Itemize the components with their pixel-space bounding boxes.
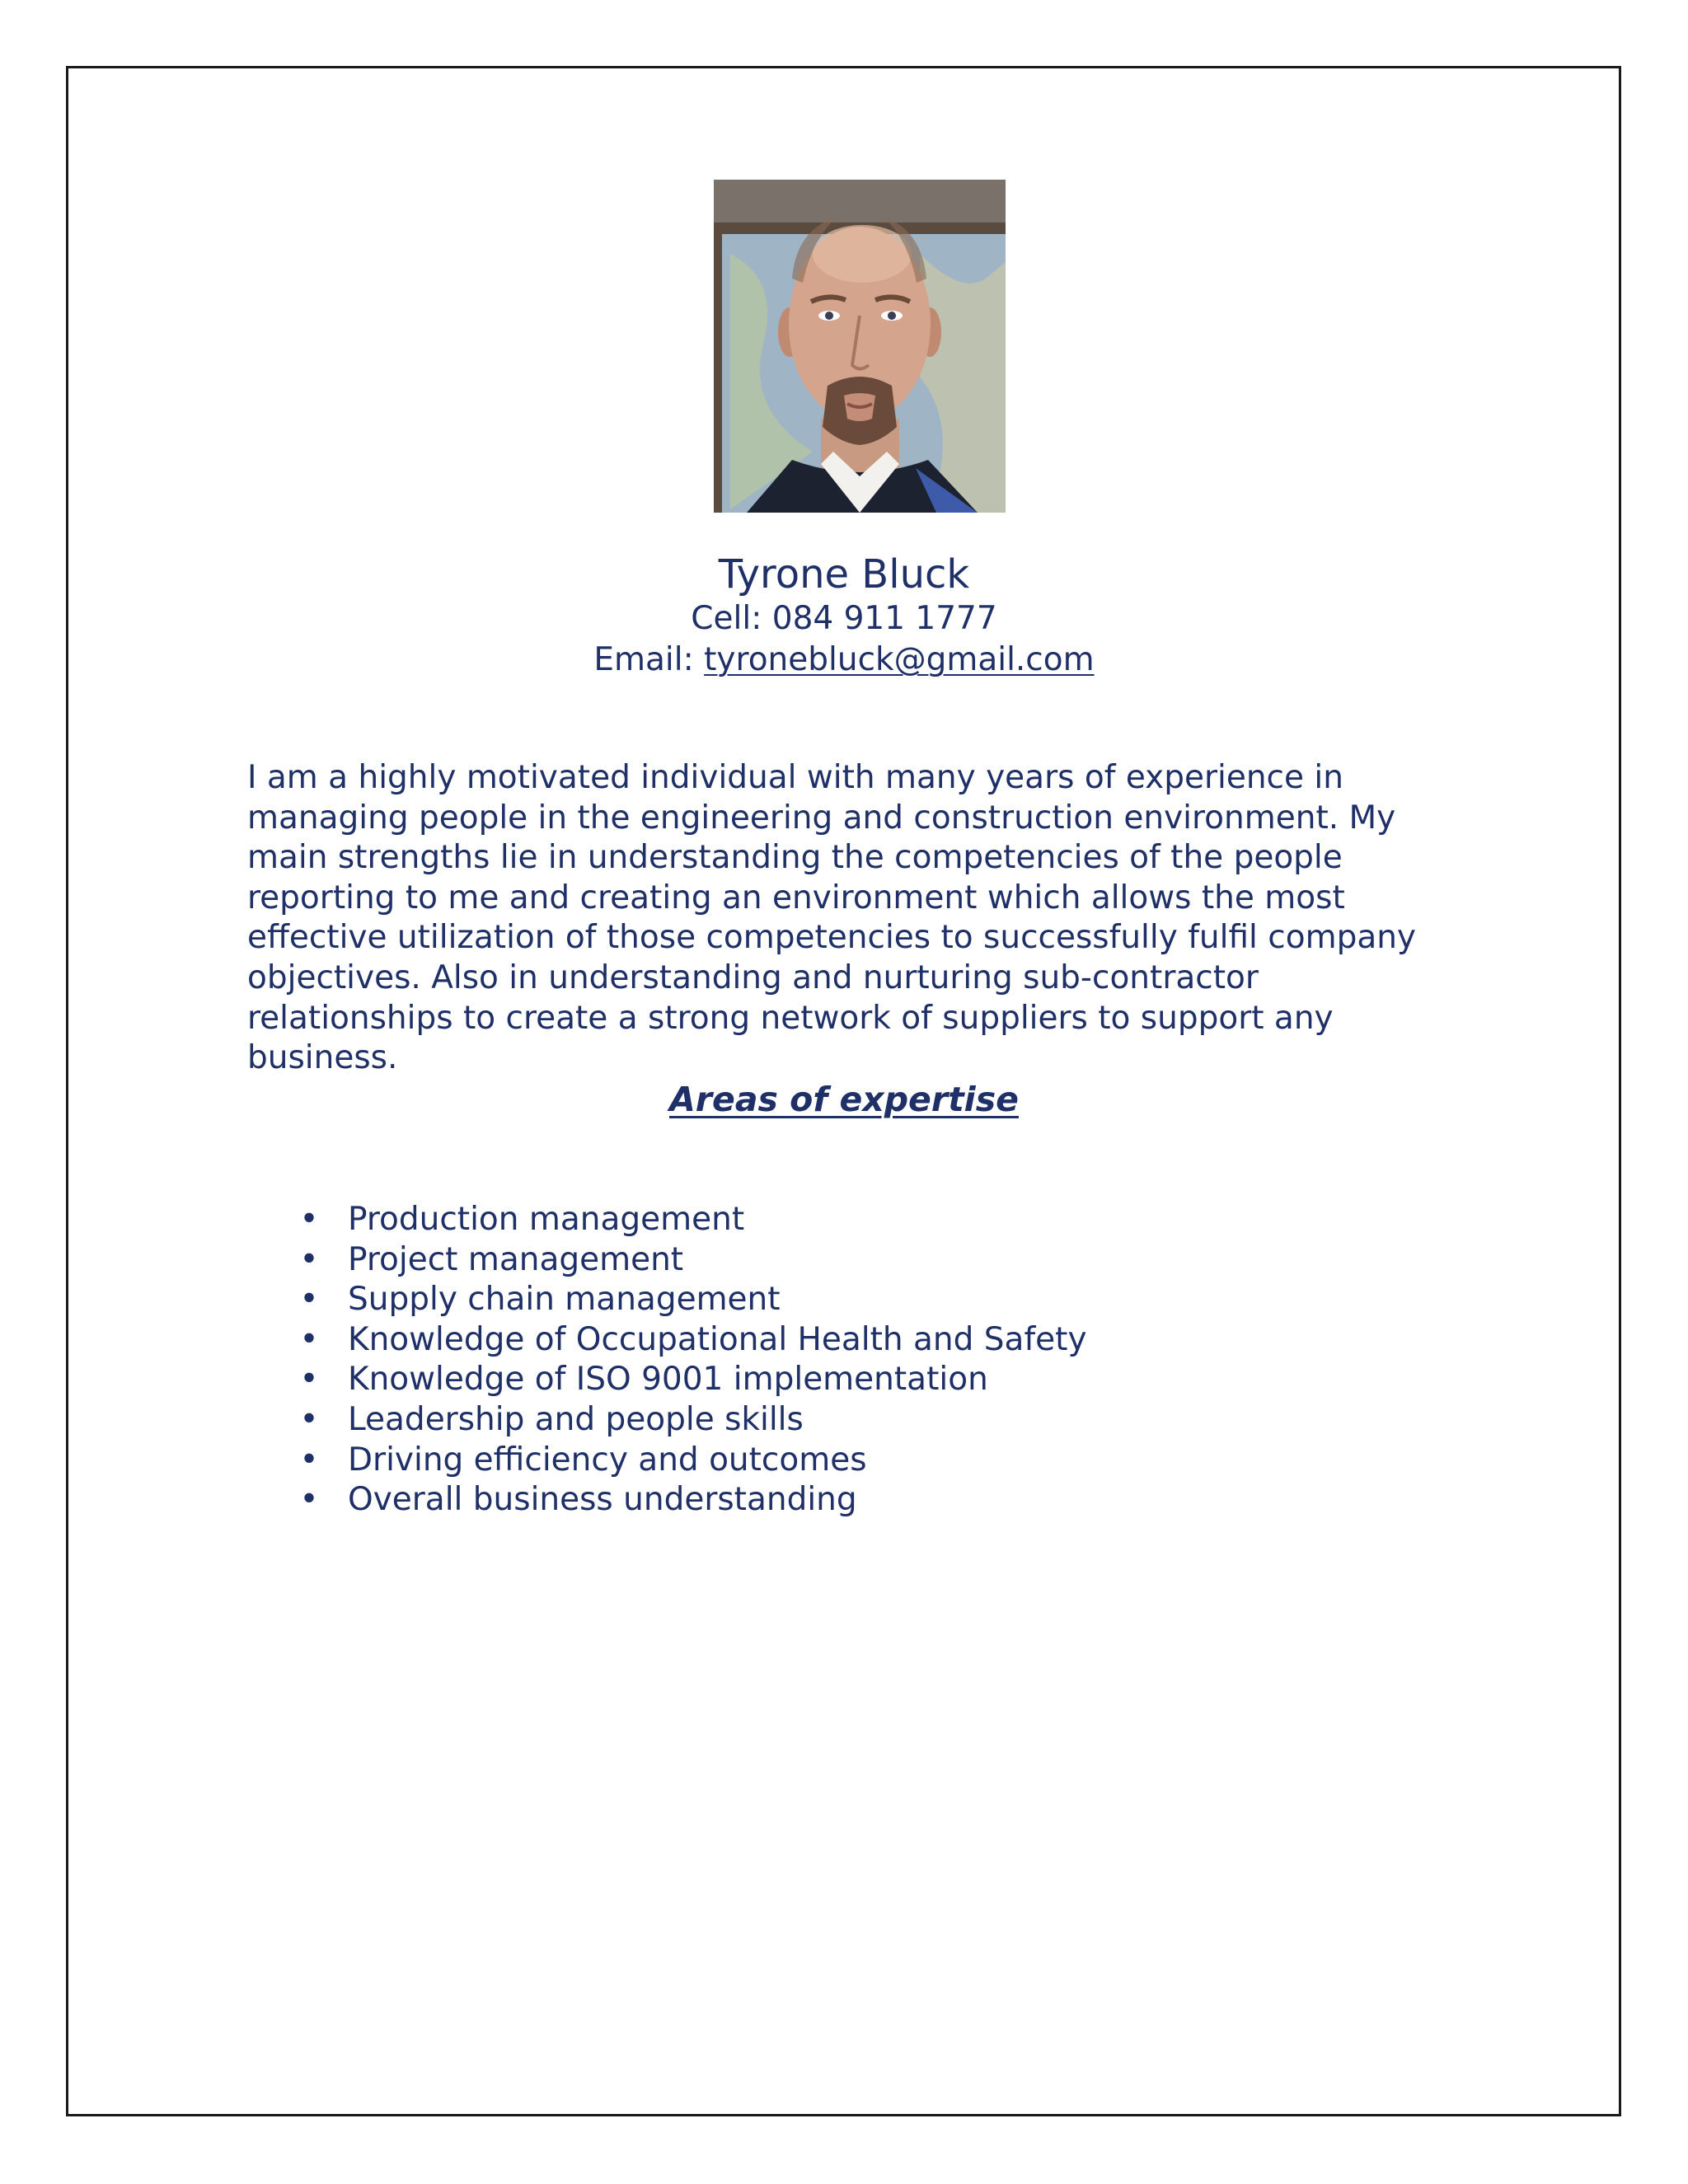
- list-item: [297, 1441, 1121, 1481]
- bullet-icon: •: [299, 1441, 319, 1479]
- bullet-icon: •: [299, 1201, 319, 1238]
- expertise-heading: Areas of expertise: [669, 1080, 1019, 1119]
- list-item: [297, 1280, 1121, 1320]
- cell-line: [247, 598, 1441, 640]
- list-item-label: Driving efficiency and outcomes: [348, 1441, 867, 1479]
- list-item-label: Knowledge of ISO 9001 implementation: [348, 1361, 988, 1399]
- list-item: [297, 1360, 1121, 1400]
- list-item: [297, 1480, 1121, 1521]
- bullet-icon: •: [299, 1240, 319, 1278]
- cell-number: 084 911 1777: [771, 600, 997, 637]
- list-item-label: Project management: [348, 1240, 684, 1278]
- person-name: Tyrone Bluck: [718, 551, 970, 598]
- list-item: [297, 1320, 1121, 1361]
- expertise-list: [297, 1200, 1121, 1521]
- list-item-label: Overall business understanding: [348, 1481, 857, 1519]
- summary-paragraph: I am a highly motivated individual with many years of experience in managing people in the engineering and construction environment. My main strengths lie in understanding the competencies of the people reporting to me and creating an environment which allows the most effective utilization of those competencies to successfully fulfil company objectives. Also in understanding and nurturing sub-contractor relationships to create a strong network of suppliers to support any business.: [247, 759, 1417, 1077]
- bullet-icon: •: [299, 1361, 319, 1399]
- list-item: [297, 1200, 1121, 1240]
- list-item-label: Knowledge of Occupational Health and Safety: [348, 1320, 1087, 1358]
- list-item: [297, 1240, 1121, 1281]
- profile-photo: [714, 180, 1006, 513]
- list-item: [297, 1400, 1121, 1441]
- list-item-label: Supply chain management: [348, 1281, 781, 1319]
- bullet-icon: •: [299, 1281, 319, 1319]
- email-label: Email:: [593, 641, 694, 678]
- bullet-icon: •: [299, 1481, 319, 1519]
- cell-label: Cell:: [691, 600, 762, 637]
- bullet-icon: •: [299, 1320, 319, 1358]
- email-line: [247, 639, 1441, 682]
- list-item-label: Leadership and people skills: [348, 1400, 804, 1438]
- email-link[interactable]: tyronebluck@gmail.com: [704, 641, 1095, 678]
- bullet-icon: •: [299, 1400, 319, 1438]
- list-item-label: Production management: [348, 1201, 745, 1238]
